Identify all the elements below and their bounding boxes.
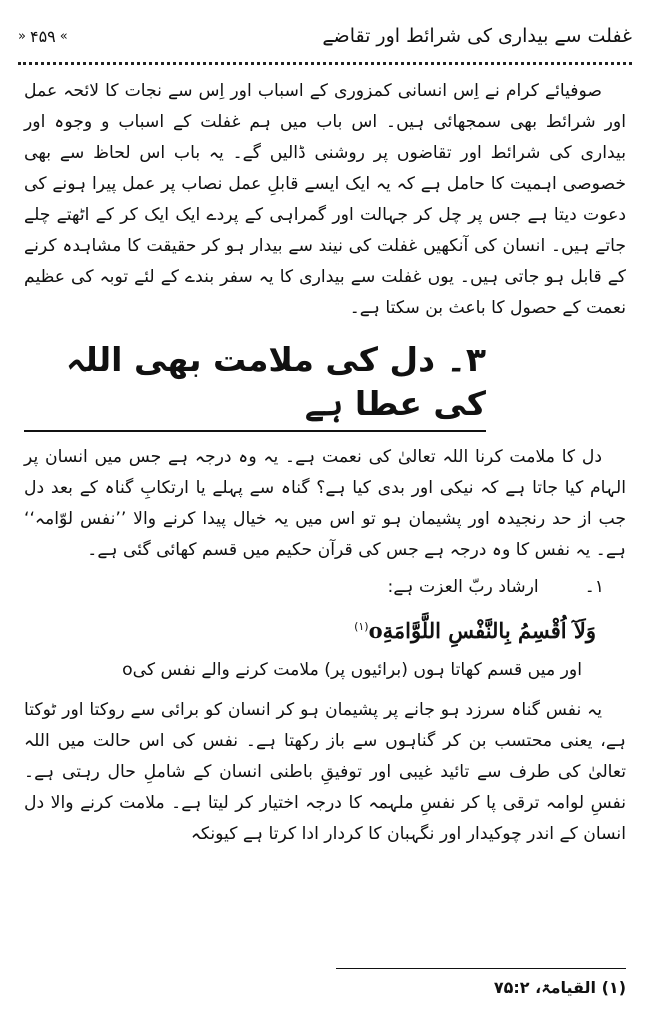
intro-paragraph: صوفیائے کرام نے اِس انسانی کمزوری کے اسباب اور اِس سے نجات کا لائحہ عمل اور شرائط بھی سمجھائی ہیں۔ اس باب میں ہم غفلت کے اسباب و وجوہ اور بیداری کی شرائط اور تقاضوں پر روشنی ڈالیں گے۔ یہ باب اس لحاظ سے بھی خصوصی اہمیت کا حامل ہے کہ یہ ایک ایسے قابلِ عمل نصاب پر عمل پیرا ہونے کی دعوت دیتا ہے جس پر چل کر جہالت اور گمراہی کے پردے ایک ایک کر کے اٹھتے چلے جاتے ہیں۔ انسان کی آنکھیں غفلت کی نیند سے بیدار ہو کر حقیقت کا مشاہدہ کرنے کے قابل ہو جاتی ہیں۔ یوں غفلت سے بیداری کا یہ سفر بندے کے لئے توبہ کی عظیم نعمت کے حصول کا باعث بن سکتا ہے۔ (24, 81, 626, 318)
closing-paragraph: یہ نفس گناہ سرزد ہو جانے پر پشیمان ہو کر انسان کو برائی سے روکتا اور ٹوکتا ہے، یعنی محتسب بن کر گناہوں سے باز رکھتا ہے۔ نفس کی اس حالت میں اللہ تعالیٰ کی طرف سے تائید غیبی اور توفیقِ باطنی انسان کے شاملِ حال رہتی ہے۔ نفسِ لوامہ ترقی پا کر نفسِ ملہمہ کا درجہ اختیار کر لیتا ہے۔ ملامت کرنے والا دل انسان کے اندر چوکیدار اور نگہبان کا کردار ادا کرتا ہے کیونکہ (24, 700, 626, 844)
ornament-left-icon: « (18, 28, 26, 44)
section-heading: ۳۔ دل کی ملامت بھی اللہ کی عطا ہے (24, 338, 486, 432)
list-item-number: ١۔ (584, 577, 604, 597)
page-body (24, 76, 626, 850)
list-item-text: ارشاد ربّ العزت ہے: (387, 577, 539, 597)
page-header (18, 14, 632, 58)
verse-translation: اور میں قسم کھاتا ہوں (برائیوں پر) ملامت کرنے والے نفس کیo (122, 660, 582, 680)
header-divider (18, 62, 632, 65)
section-paragraph: دل کا ملامت کرنا اللہ تعالیٰ کی نعمت ہے۔ یہ وہ درجہ ہے جس میں انسان پر الہام کیا جاتا ہے کہ نیکی اور بدی کیا ہے؟ گناہ سے پہلے یا ارتکابِ گناہ کے بعد دل جب از حد رنجیدہ اور پشیمان ہو تو اس میں یہ خیال پیدا کرنے والا ’’نفس لوّامہ‘‘ ہے۔ یہ نفس کا وہ درجہ ہے جس کی قرآن حکیم میں قسم کھائی گئی ہے۔ (24, 447, 626, 560)
running-title: غفلت سے بیداری کی شرائط اور تقاضے (322, 25, 632, 47)
footnote-divider (336, 968, 626, 969)
page-number: ۴۵۹ (29, 26, 56, 46)
list-item (24, 572, 626, 603)
page-number-box (18, 27, 68, 46)
quran-verse (24, 607, 596, 651)
footnote: (١) القیامۃ، ۷۵:۲ (493, 978, 626, 997)
verse-text: وَلَآ اُقْسِمُ بِالنَّفْسِ اللَّوَّامَةِo (368, 618, 596, 643)
footnote-marker: (١) (354, 620, 369, 633)
ornament-right-icon: » (59, 28, 68, 44)
